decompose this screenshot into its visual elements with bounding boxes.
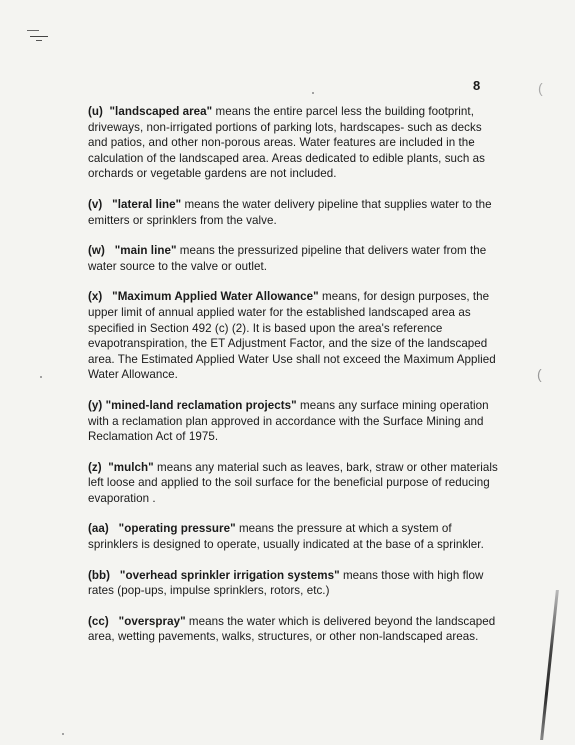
page-number: 8 <box>473 78 481 93</box>
scan-mark: ( <box>537 366 542 382</box>
scan-mark <box>30 36 48 37</box>
definition-y <box>88 398 498 445</box>
definition-aa <box>88 521 498 552</box>
definition-text: means the water which is delivered beyond the landscaped area, wetting pavements, walks, structures, or other non-landscaped areas. <box>88 614 496 644</box>
definition-id: (bb) <box>88 568 111 582</box>
definition-bb <box>88 568 498 599</box>
definition-term: "operating pressure" <box>118 522 236 536</box>
definition-cc <box>88 614 498 645</box>
scan-edge-shadow <box>540 590 559 740</box>
definition-id: (y) <box>88 398 103 412</box>
definition-id: (z) <box>88 460 102 474</box>
definition-text: means any surface mining operation with a reclamation plan approved in accordance with the Surface Mining and Reclamation Act of 1975. <box>88 398 489 444</box>
definition-v <box>88 197 498 228</box>
definition-id: (aa) <box>88 522 109 536</box>
scan-speck <box>62 733 64 735</box>
definition-text: means the pressure at which a system of sprinklers is designed to operate, usually indicated at the base of a sprinkler. <box>88 522 484 552</box>
definition-id: (x) <box>88 290 103 304</box>
definition-text: means any material such as leaves, bark, straw or other materials left loose and applied to the soil surface for the beneficial purpose of reducing evaporation . <box>88 460 498 505</box>
definition-text: means the pressurized pipeline that delivers water from the water source to the valve or outlet. <box>88 244 487 273</box>
definition-z <box>88 460 498 507</box>
definition-x <box>88 289 498 383</box>
definitions-list <box>88 104 498 660</box>
definition-id: (v) <box>88 197 103 211</box>
definition-text: means those with high flow rates (pop-ups, impulse sprinklers, rotors, etc.) <box>88 568 484 598</box>
definition-term: "mined-land reclamation projects" <box>105 398 297 412</box>
scan-mark <box>27 30 39 31</box>
definition-term: "overhead sprinkler irrigation systems" <box>119 568 340 582</box>
scan-speck <box>312 92 314 94</box>
definition-term: "main line" <box>114 244 177 258</box>
definition-w <box>88 243 498 274</box>
definition-term: "mulch" <box>108 460 154 474</box>
definition-text: means the water delivery pipeline that supplies water to the emitters or sprinklers from the valve. <box>88 197 492 227</box>
scan-speck <box>40 376 42 378</box>
definition-term: "overspray" <box>118 614 186 628</box>
definition-id: (cc) <box>88 614 109 628</box>
definition-id: (w) <box>88 244 105 258</box>
definition-id: (u) <box>88 105 103 118</box>
definition-text: means the entire parcel less the building footprint, driveways, non-irrigated portions of parking lots, hardscapes- such as decks and patios, and other non-porous areas. Water features are included in the calculation of the landscaped area. Areas dedicated to edible plants, such as orchards or vegetable gardens are not included. <box>88 105 486 181</box>
definition-term: "lateral line" <box>112 197 182 211</box>
definition-text: means, for design purposes, the upper limit of annual applied water for the established landscaped area as specified in Section 492 (c) (2). It is based upon the area's reference evapotranspiration, the ET Adjustment Factor, and the size of the landscaped area. The Estimated Applied Water Use shall not exceed the Maximum Applied Water Allowance. <box>88 290 496 382</box>
scan-mark <box>36 40 42 41</box>
definition-u <box>88 104 498 182</box>
definition-term: "landscaped area" <box>109 105 213 118</box>
definition-term: "Maximum Applied Water Allowance" <box>112 290 319 304</box>
scan-mark: ( <box>538 80 543 96</box>
